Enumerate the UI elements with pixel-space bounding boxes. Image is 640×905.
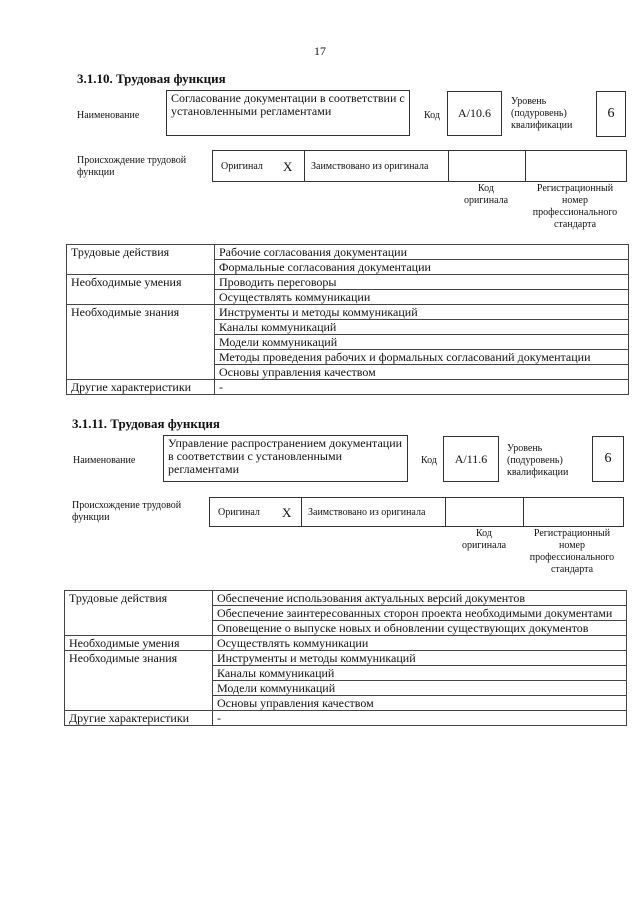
table-row: [65, 651, 627, 666]
knowledge-item: Каналы коммуникаций: [215, 320, 629, 335]
original-cell: [209, 497, 302, 527]
knowledge-item: Модели коммуникаций: [213, 681, 627, 696]
labor-action-item: Оповещение о выпуске новых и обновлении существующих документов: [213, 621, 627, 636]
skill-item: Осуществлять коммуникации: [213, 636, 627, 651]
borrowed-cell: [301, 497, 446, 527]
original-mark: X: [282, 505, 292, 520]
knowledge-label: Необходимые знания: [65, 651, 213, 711]
labor-action-item: Формальные согласования документации: [215, 260, 629, 275]
level-label: Уровень (подуровень) квалификации: [511, 96, 573, 131]
reg-number-cell: [523, 497, 624, 527]
other-label: Другие характеристики: [65, 711, 213, 726]
table-row: [65, 711, 627, 726]
knowledge-label: Необходимые знания: [67, 305, 215, 380]
characteristics-table: [66, 244, 629, 395]
table-row: [65, 591, 627, 606]
code-label: Код: [421, 455, 437, 466]
reg-number-caption: Регистрационный номер профессионального стандарта: [529, 528, 615, 575]
other-value: -: [213, 711, 627, 726]
original-code-caption: Код оригинала: [463, 183, 509, 206]
function-name-box: Управление распространением документации в соответствии с установленными регламентами: [163, 435, 408, 482]
section-title: 3.1.10. Трудовая функция: [77, 71, 226, 86]
level-label: Уровень (подуровень) квалификации: [507, 443, 569, 478]
borrowed-label: Заимствовано из оригинала: [311, 161, 429, 172]
knowledge-item: Инструменты и методы коммуникаций: [215, 305, 629, 320]
table-row: [67, 245, 629, 260]
origin-row: [209, 497, 624, 527]
code-box: A/11.6: [443, 436, 499, 482]
name-label: Наименование: [77, 110, 140, 121]
labor-actions-label: Трудовые действия: [65, 591, 213, 636]
reg-number-cell: [525, 150, 627, 182]
page-number: 17: [314, 44, 326, 58]
table-row: [67, 305, 629, 320]
original-mark: X: [283, 159, 293, 174]
original-label: Оригинал: [221, 161, 263, 172]
labor-action-item: Рабочие согласования документации: [215, 245, 629, 260]
knowledge-item: Основы управления качеством: [215, 365, 629, 380]
characteristics-table: [64, 590, 627, 726]
borrowed-label: Заимствовано из оригинала: [308, 507, 426, 518]
borrowed-cell: [304, 150, 449, 182]
knowledge-item: Инструменты и методы коммуникаций: [213, 651, 627, 666]
original-code-cell: [445, 497, 524, 527]
origin-label: Происхождение трудовой функции: [77, 155, 187, 178]
table-row: [67, 380, 629, 395]
section-title: 3.1.11. Трудовая функция: [72, 416, 220, 431]
other-value: -: [215, 380, 629, 395]
skills-label: Необходимые умения: [65, 636, 213, 651]
knowledge-item: Методы проведения рабочих и формальных согласований документации: [215, 350, 629, 365]
skill-item: Осуществлять коммуникации: [215, 290, 629, 305]
labor-action-item: Обеспечение использования актуальных версий документов: [213, 591, 627, 606]
original-cell: [212, 150, 305, 182]
origin-label: Происхождение трудовой функции: [72, 500, 182, 523]
name-label: Наименование: [73, 455, 136, 466]
original-label: Оригинал: [218, 507, 260, 518]
table-row: [67, 275, 629, 290]
other-label: Другие характеристики: [67, 380, 215, 395]
table-row: [65, 636, 627, 651]
skill-item: Проводить переговоры: [215, 275, 629, 290]
original-code-caption: Код оригинала: [461, 528, 507, 551]
knowledge-item: Модели коммуникаций: [215, 335, 629, 350]
origin-row: [212, 150, 627, 182]
level-box: 6: [592, 436, 624, 482]
original-code-cell: [448, 150, 526, 182]
reg-number-caption: Регистрационный номер профессионального стандарта: [532, 183, 618, 230]
knowledge-item: Основы управления качеством: [213, 696, 627, 711]
level-box: 6: [596, 91, 626, 137]
skills-label: Необходимые умения: [67, 275, 215, 305]
function-name-box: Согласование документации в соответствии с установленными регламентами: [166, 90, 410, 136]
labor-action-item: Обеспечение заинтересованных сторон проекта необходимыми документами: [213, 606, 627, 621]
knowledge-item: Каналы коммуникаций: [213, 666, 627, 681]
code-label: Код: [424, 110, 440, 121]
labor-actions-label: Трудовые действия: [67, 245, 215, 275]
code-box: A/10.6: [447, 91, 502, 136]
